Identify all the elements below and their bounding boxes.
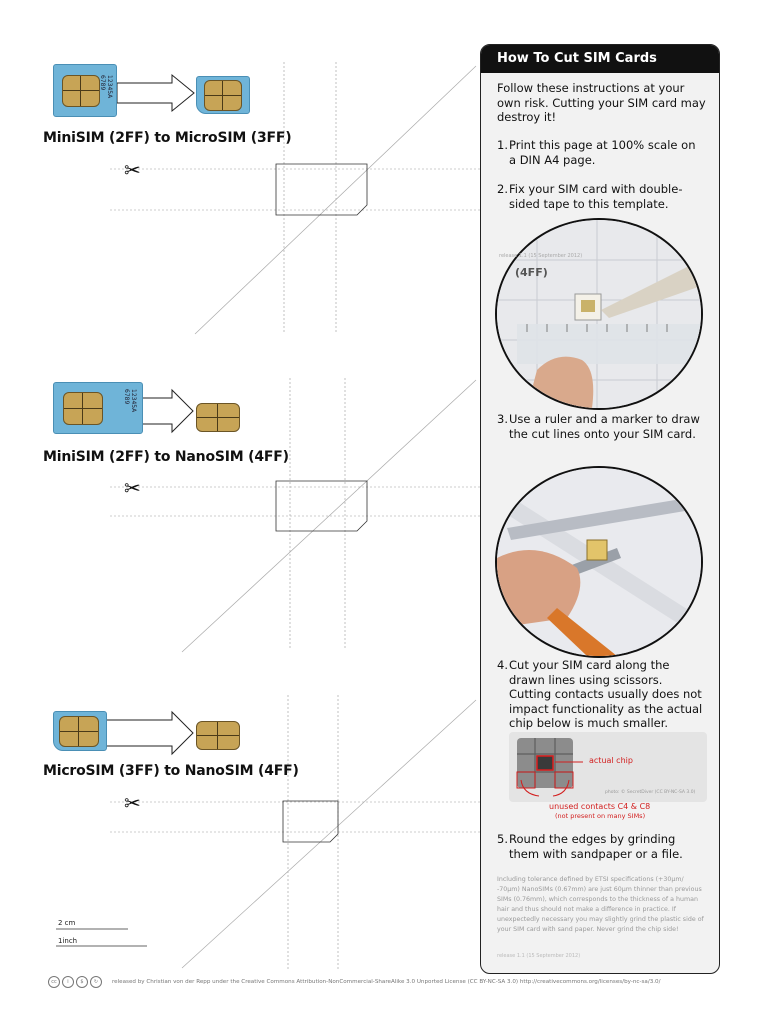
step-3 bbox=[497, 412, 709, 441]
panel-title: How To Cut SIM Cards bbox=[481, 45, 719, 73]
photo-marking-sim bbox=[495, 218, 703, 410]
step-number: 4. bbox=[497, 658, 508, 672]
scissors-icon: ✂ bbox=[124, 476, 141, 500]
scale-cm-label: 2 cm bbox=[58, 919, 76, 927]
step-number: 1. bbox=[497, 138, 508, 152]
sim-card-number: 12345A 6789 bbox=[123, 389, 137, 413]
tolerance-note: Including tolerance defined by ETSI specifications (+30µm/ -70µm) NanoSIMs (0.67mm) are just 60µm thinner than previous SIMs (0.76mm), which corresponds to the thickness of a human hair and thus should not make a difference in practice. If unexpectedly necessary you may slightly grind the plastic side of your SIM card with sand paper. Never grind the chip side! bbox=[497, 876, 704, 933]
nanosim-card-1 bbox=[196, 403, 240, 432]
unused-contacts-sublabel: (not present on many SIMs) bbox=[555, 812, 646, 820]
step-text: Round the edges by grinding them with sandpaper or a file. bbox=[509, 832, 683, 861]
step-5 bbox=[497, 832, 709, 861]
step-2 bbox=[497, 182, 709, 211]
photo-cutting-sim bbox=[495, 466, 703, 658]
by-icon: i bbox=[62, 976, 74, 988]
photo1-label: (4FF) bbox=[515, 266, 548, 279]
step-1 bbox=[497, 138, 709, 167]
microsim-card-2 bbox=[53, 711, 107, 751]
cc-icon: cc bbox=[48, 976, 60, 988]
license-footer bbox=[48, 976, 728, 988]
minisim-card-2 bbox=[53, 382, 143, 434]
actual-chip-label: actual chip bbox=[589, 756, 633, 765]
microsim-card-1 bbox=[196, 76, 250, 114]
photo2-credit: photo: © SecretDiver (CC BY-NC-SA 3.0) bbox=[605, 790, 696, 795]
unused-contacts-label: unused contacts C4 & C8 bbox=[549, 802, 651, 811]
section-title-mini-to-micro: MiniSIM (2FF) to MicroSIM (3FF) bbox=[43, 130, 292, 146]
section-title-mini-to-nano: MiniSIM (2FF) to NanoSIM (4FF) bbox=[43, 449, 289, 465]
sim-chip bbox=[63, 392, 103, 425]
license-text: released by Christian von der Repp under the Creative Commons Attribution-NonCommercial-ShareAlike 3.0 Unported License (CC BY-NC-SA 3.0) http://creativecommons.org/licenses/by-nc-sa/3.0/ bbox=[112, 979, 661, 985]
intro-warning: Follow these instructions at your own risk. Cutting your SIM card may destroy it! bbox=[497, 81, 706, 124]
sim-chip bbox=[59, 716, 99, 747]
scissors-icon: ✂ bbox=[124, 791, 141, 815]
nc-icon: $ bbox=[76, 976, 88, 988]
scale-inch-label: 1inch bbox=[58, 937, 78, 945]
sa-icon: ↻ bbox=[90, 976, 102, 988]
minisim-card-1 bbox=[53, 64, 117, 117]
section-title-micro-to-nano: MicroSIM (3FF) to NanoSIM (4FF) bbox=[43, 763, 299, 779]
step-text: Print this page at 100% scale on a DIN A4 page. bbox=[509, 138, 696, 167]
scissors-icon: ✂ bbox=[124, 158, 141, 182]
step-number: 3. bbox=[497, 412, 508, 426]
chip-diagram bbox=[509, 732, 707, 802]
step-text: Use a ruler and a marker to draw the cut lines onto your SIM card. bbox=[509, 412, 700, 441]
step-text: Cut your SIM card along the drawn lines using scissors. Cutting contacts usually does not impact functionality as the actual chip below is much smaller. bbox=[509, 658, 703, 730]
step-number: 2. bbox=[497, 182, 508, 196]
step-4 bbox=[497, 658, 709, 731]
photo1-credit: release 1.1 (15 September 2012) bbox=[499, 253, 583, 259]
sim-chip bbox=[62, 75, 100, 107]
nanosim-card-2 bbox=[196, 721, 240, 750]
instructions-panel bbox=[480, 44, 720, 974]
sim-chip bbox=[204, 80, 242, 111]
release-info: release 1.1 (15 September 2012) bbox=[497, 953, 581, 959]
step-text: Fix your SIM card with double-sided tape to this template. bbox=[509, 182, 683, 211]
sim-card-number: 12345A 6789 bbox=[99, 75, 113, 99]
step-number: 5. bbox=[497, 832, 508, 846]
